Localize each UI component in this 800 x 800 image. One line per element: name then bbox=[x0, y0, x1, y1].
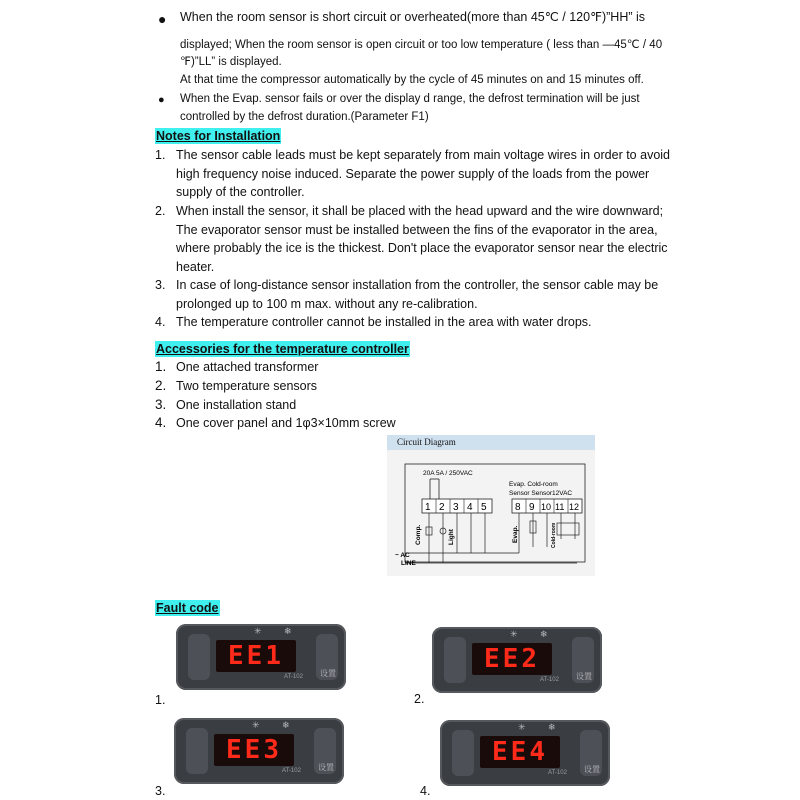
accessory-item: Two temperature sensors bbox=[176, 379, 318, 393]
terminal-10: 10 bbox=[541, 502, 552, 512]
notes-item-line: high frequency noise induced. Separate the power supply of the loads from the power bbox=[176, 166, 650, 181]
intro-bullet2-line1: When the Evap. sensor fails or over the display d range, the defrost termination will be just bbox=[180, 93, 640, 105]
status-icons: ✳ ❄ bbox=[252, 720, 300, 730]
terminal-9: 9 bbox=[529, 502, 535, 513]
intro-bullet1-line4: At that time the compressor automatically by the cycle of 45 minutes on and 15 minutes off. bbox=[180, 74, 644, 86]
accessory-item: One attached transformer bbox=[176, 360, 319, 374]
circuit-diagram bbox=[387, 435, 595, 576]
terminal-5: 5 bbox=[481, 502, 487, 513]
accessory-item: One cover panel and 1φ3×10mm screw bbox=[176, 416, 396, 430]
fault-heading: Fault code bbox=[156, 601, 219, 615]
coldroom-label: Cold-room bbox=[551, 522, 557, 548]
accessory-num: 4. bbox=[155, 415, 167, 430]
notes-item-3 bbox=[176, 276, 676, 313]
fault-display: EE1 bbox=[216, 640, 296, 672]
controller-display-3 bbox=[174, 718, 344, 784]
intro-bullet1-line1: When the room sensor is short circuit or overheated(more than 45℃ / 120℉)”HH” is bbox=[180, 10, 646, 24]
notes-item-num: 3. bbox=[155, 278, 166, 292]
transformer-symbol bbox=[557, 523, 579, 535]
notes-item-line: supply of the controller. bbox=[176, 185, 305, 199]
set-label: 设置 bbox=[318, 763, 334, 772]
notes-item-num: 2. bbox=[155, 204, 166, 218]
circuit-evap-line2: Sensor Sensor12VAC bbox=[509, 490, 573, 497]
notes-item-line: heater. bbox=[176, 259, 215, 274]
notes-item-num: 1. bbox=[155, 148, 166, 162]
notes-item-line: When install the sensor, it shall be placed with the head upward and the wire downward; bbox=[176, 204, 664, 218]
accessory-num: 2. bbox=[155, 378, 167, 393]
status-icons: ✳ ❄ bbox=[254, 626, 302, 636]
fault-num: 3. bbox=[155, 784, 166, 798]
up-down-pad bbox=[188, 634, 210, 680]
accessories-heading: Accessories for the temperature controller bbox=[156, 342, 409, 356]
fault-display: EE2 bbox=[472, 643, 552, 675]
terminal-2: 2 bbox=[439, 502, 445, 513]
circuit-title-text: Circuit Diagram bbox=[397, 437, 456, 447]
intro-bullet1-line2: displayed; When the room sensor is open circuit or too low temperature ( less than —45℃ / 40 bbox=[180, 39, 663, 51]
accessory-num: 3. bbox=[155, 397, 167, 412]
status-icons: ✳ ❄ bbox=[510, 629, 558, 639]
notes-item-line: The evaporator sensor must be installed between the fins of the evaporator in the area, bbox=[176, 222, 658, 237]
notes-item-line: The sensor cable leads must be kept separately from main voltage wires in order to avoid bbox=[176, 148, 670, 162]
terminal-4: 4 bbox=[467, 502, 473, 513]
evap-label: Evap. bbox=[512, 525, 519, 543]
accessory-num: 1. bbox=[155, 359, 167, 374]
terminal-1: 1 bbox=[425, 502, 431, 513]
model-label: AT-102 bbox=[540, 677, 559, 683]
controller-display-2 bbox=[432, 627, 602, 693]
fault-num: 2. bbox=[414, 692, 425, 706]
set-label: 设置 bbox=[576, 672, 592, 681]
bullet-dot: ● bbox=[158, 11, 167, 27]
circuit-schematic bbox=[387, 435, 595, 576]
ac-label: ~ AC bbox=[395, 552, 410, 559]
up-down-pad bbox=[452, 730, 474, 776]
notes-item-1 bbox=[176, 146, 676, 202]
fault-display: EE4 bbox=[480, 736, 560, 768]
circuit-rating: 20A 5A / 250VAC bbox=[423, 470, 473, 477]
model-label: AT-102 bbox=[548, 770, 567, 776]
bullet-dot: ● bbox=[158, 94, 165, 106]
terminal-8: 8 bbox=[515, 502, 521, 513]
notes-heading: Notes for Installation bbox=[156, 129, 281, 143]
controller-display-1 bbox=[176, 624, 346, 690]
terminal-3: 3 bbox=[453, 502, 459, 513]
controller-display-4 bbox=[440, 720, 610, 786]
comp-label: Comp. bbox=[415, 524, 422, 545]
notes-item-line: The temperature controller cannot be installed in the area with water drops. bbox=[176, 315, 592, 329]
fault-display: EE3 bbox=[214, 734, 294, 766]
terminal-11: 11 bbox=[555, 502, 565, 512]
notes-item-num: 4. bbox=[155, 315, 166, 329]
notes-item-2 bbox=[176, 202, 676, 276]
intro-bullet2-line2: controlled by the defrost duration.(Parameter F1) bbox=[180, 111, 429, 123]
light-label: Light bbox=[448, 529, 455, 545]
fault-num: 1. bbox=[155, 693, 166, 707]
status-icons: ✳ ❄ bbox=[518, 722, 566, 732]
notes-item-line: where probably the ice is the thickest. Don't place the evaporator sensor near the electric bbox=[176, 241, 668, 255]
up-down-pad bbox=[444, 637, 466, 683]
up-down-pad bbox=[186, 728, 208, 774]
notes-item-4 bbox=[176, 313, 676, 332]
model-label: AT-102 bbox=[282, 768, 301, 774]
notes-item-line: prolonged up to 100 m max. without any re-calibration. bbox=[176, 296, 478, 311]
circuit-evap-line1: Evap. Cold-room bbox=[509, 481, 558, 488]
fault-num: 4. bbox=[420, 784, 431, 798]
intro-bullet1-line3: ℉)”LL” is displayed. bbox=[180, 56, 282, 68]
line-label: LINE bbox=[401, 560, 416, 567]
set-label: 设置 bbox=[584, 765, 600, 774]
notes-item-line: In case of long-distance sensor installation from the controller, the sensor cable may be bbox=[176, 278, 659, 292]
accessory-item: One installation stand bbox=[176, 398, 297, 412]
terminal-12: 12 bbox=[569, 502, 580, 512]
set-label: 设置 bbox=[320, 669, 336, 678]
model-label: AT-102 bbox=[284, 674, 303, 680]
